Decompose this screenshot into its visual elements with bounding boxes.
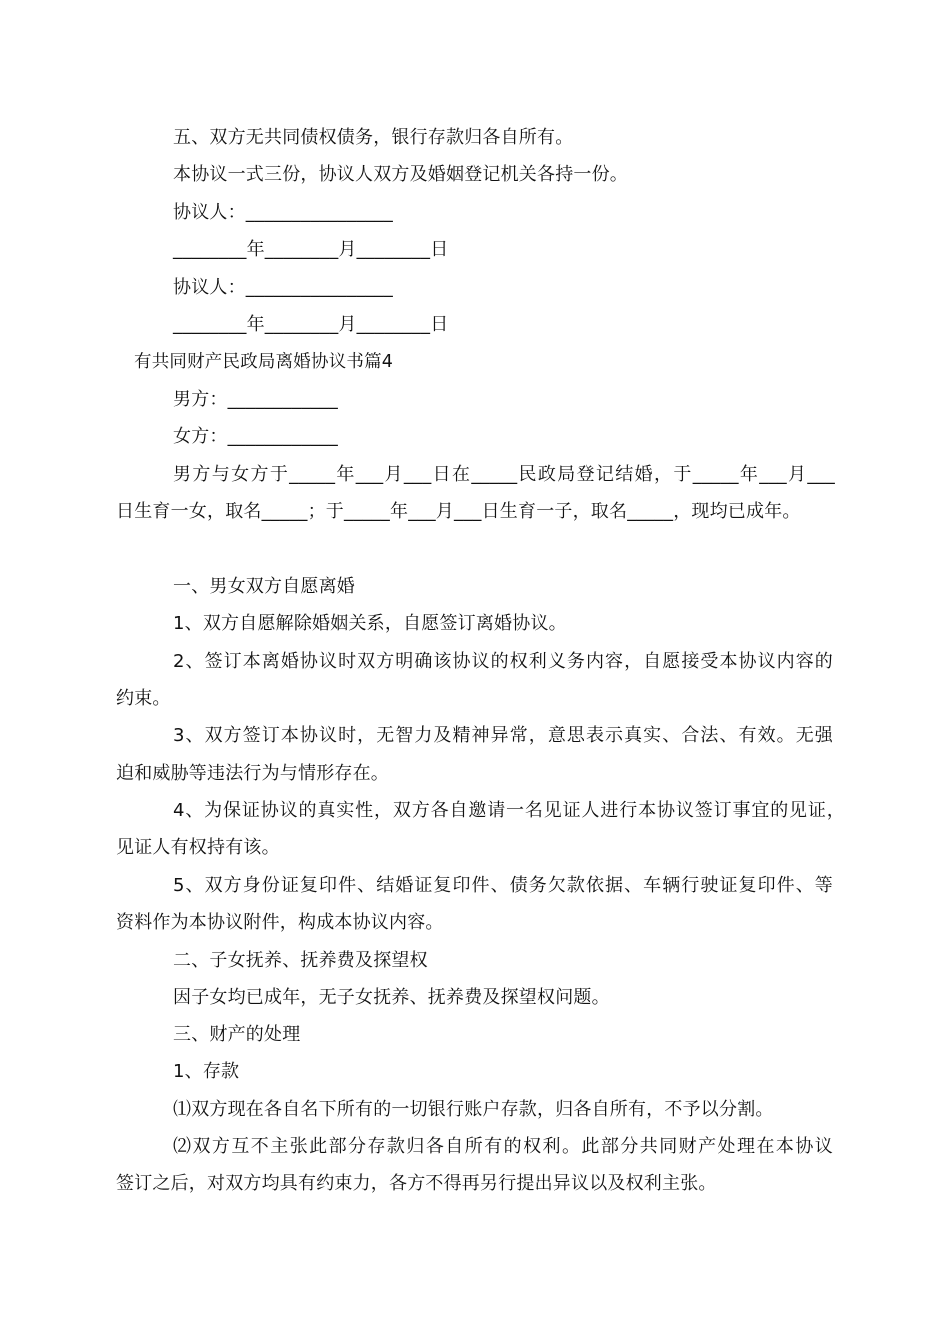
signatory-line-2: 协议人：________________ xyxy=(173,277,393,298)
heading-divorce-voluntary: 一、男女双方自愿离婚 xyxy=(173,576,355,597)
heading-child-custody: 二、子女抚养、抚养费及探望权 xyxy=(173,950,428,971)
item-4-line-2: 见证人有权持有该。 xyxy=(116,837,280,858)
item-3-line-1: 3、双方签订本协议时，无智力及精神异常，意思表示真实、合法、有效。无强 xyxy=(173,725,833,746)
female-party-line: 女方：____________ xyxy=(173,426,338,447)
item-2-line-1: 2、签订本离婚协议时双方明确该协议的权利义务内容，自愿接受本协议内容的 xyxy=(173,651,833,672)
signatory-line-1: 协议人：________________ xyxy=(173,202,393,223)
item-3-line-2: 迫和威胁等违法行为与情形存在。 xyxy=(116,763,389,784)
item-1-text: 1、双方自愿解除婚姻关系，自愿签订离婚协议。 xyxy=(173,613,567,634)
marriage-info-line-2: 日生育一女，取名_____；于_____年___月___日生育一子，取名_____，现均已成年。 xyxy=(116,501,801,522)
deposits-clause-2-line-2: 签订之后，对双方均具有约束力，各方不得再另行提出异议以及权利主张。 xyxy=(116,1173,717,1194)
item-5-line-2: 资料作为本协议附件，构成本协议内容。 xyxy=(116,912,444,933)
deposits-clause-1: ⑴双方现在各自名下所有的一切银行账户存款，归各自所有，不予以分割。 xyxy=(173,1099,774,1120)
clause-five-text: 五、双方无共同债权债务，银行存款归各自所有。 xyxy=(173,127,574,148)
marriage-info-line-1: 男方与女方于_____年___月___日在_____民政局登记结婚，于_____年___月___ xyxy=(173,464,835,485)
date-line-2: ________年________月________日 xyxy=(173,314,449,335)
item-5-line-1: 5、双方身份证复印件、结婚证复印件、债务欠款依据、车辆行驶证复印件、等 xyxy=(173,875,833,896)
section-title: 有共同财产民政局离婚协议书篇4 xyxy=(134,352,394,372)
heading-property: 三、财产的处理 xyxy=(173,1024,301,1045)
deposits-clause-2-line-1: ⑵双方互不主张此部分存款归各自所有的权利。此部分共同财产处理在本协议 xyxy=(173,1136,833,1157)
property-item-deposits: 1、存款 xyxy=(173,1061,240,1082)
item-2-line-2: 约束。 xyxy=(116,688,171,709)
copies-statement: 本协议一式三份，协议人双方及婚姻登记机关各持一份。 xyxy=(173,164,628,185)
date-line-1: ________年________月________日 xyxy=(173,239,449,260)
male-party-line: 男方：____________ xyxy=(173,389,338,410)
item-4-line-1: 4、为保证协议的真实性，双方各自邀请一名见证人进行本协议签订事宜的见证， xyxy=(173,800,845,821)
child-custody-text: 因子女均已成年，无子女抚养、抚养费及探望权问题。 xyxy=(173,987,610,1008)
